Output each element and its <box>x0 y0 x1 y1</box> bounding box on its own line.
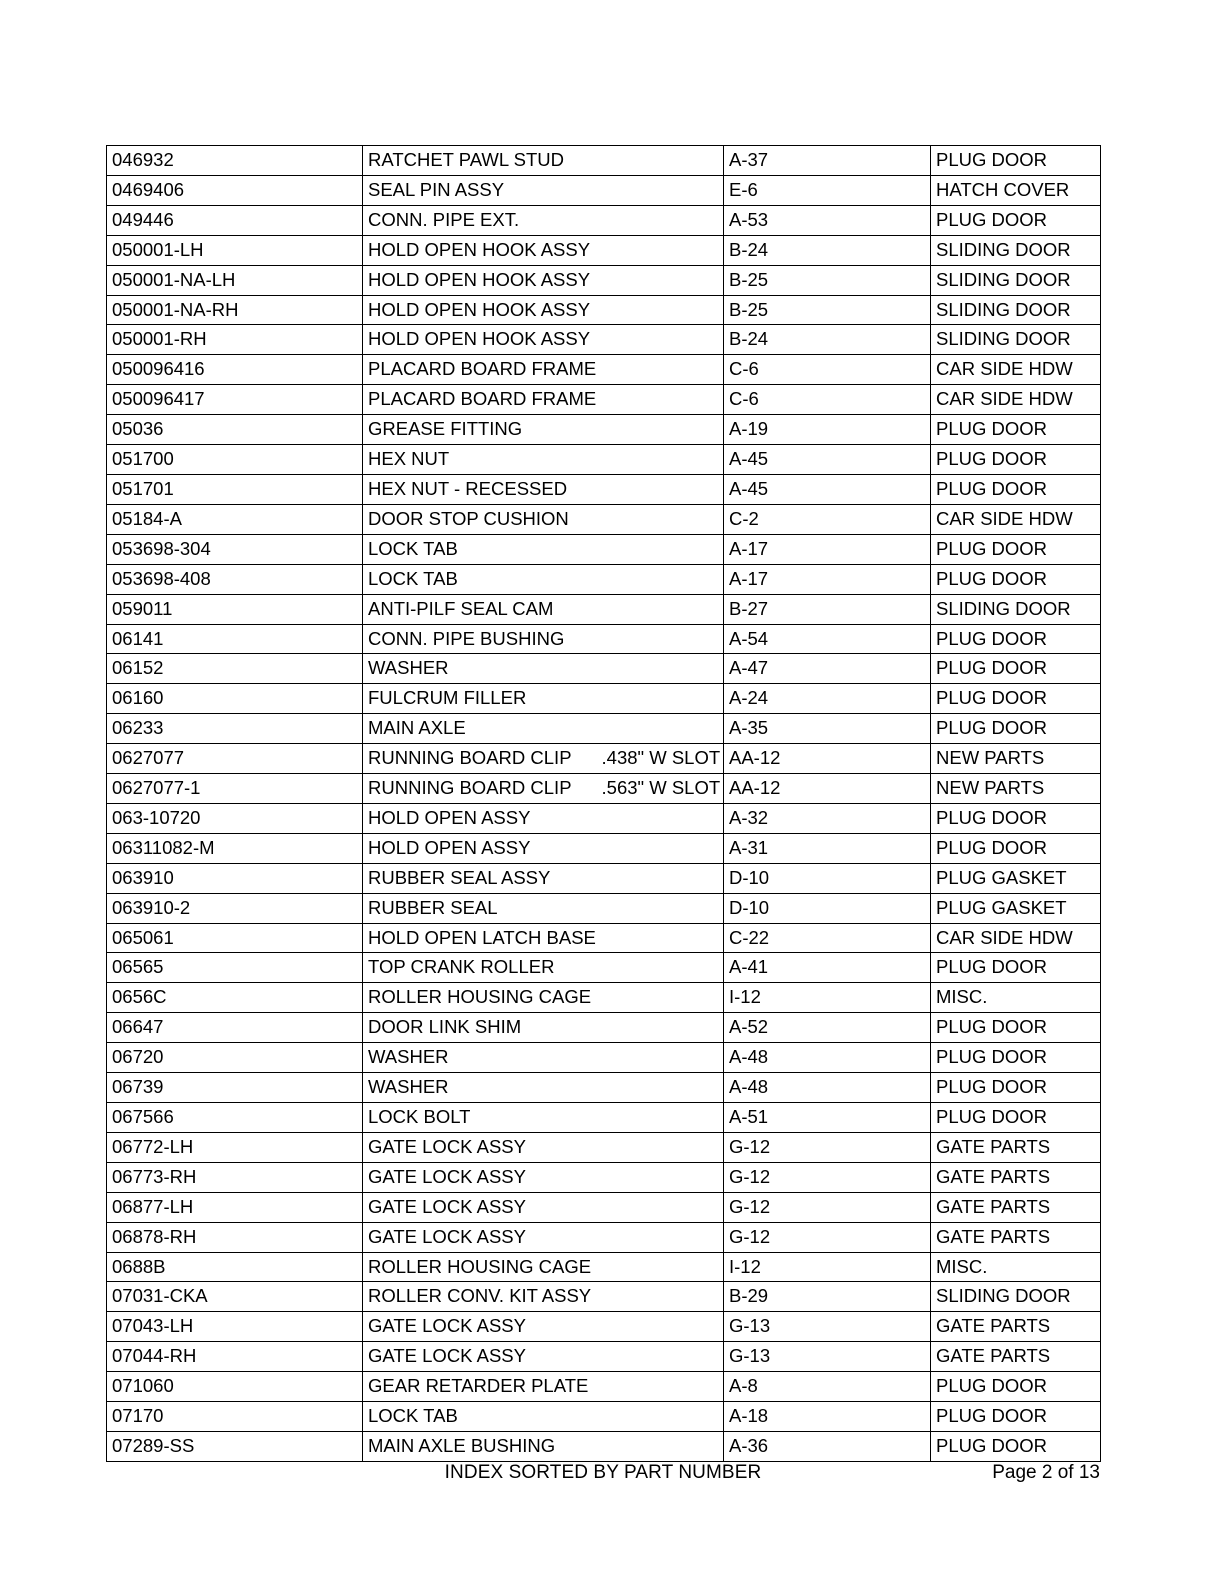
cell-location: A-52 <box>724 1013 931 1043</box>
cell-part-number: 053698-304 <box>107 534 363 564</box>
description-text: WASHER <box>368 1076 449 1098</box>
cell-description <box>363 1192 724 1222</box>
table-row <box>107 1073 1101 1103</box>
cell-description <box>363 1132 724 1162</box>
cell-location: A-35 <box>724 714 931 744</box>
cell-group: CAR SIDE HDW <box>931 355 1101 385</box>
cell-description <box>363 863 724 893</box>
cell-location: B-29 <box>724 1282 931 1312</box>
table-row <box>107 325 1101 355</box>
footer-title: INDEX SORTED BY PART NUMBER <box>444 1462 762 1483</box>
table-row <box>107 1162 1101 1192</box>
table-row <box>107 983 1101 1013</box>
cell-part-number: 063910 <box>107 863 363 893</box>
cell-description <box>363 1282 724 1312</box>
cell-location: E-6 <box>724 175 931 205</box>
cell-part-number: 050001-NA-LH <box>107 265 363 295</box>
cell-description <box>363 295 724 325</box>
table-row <box>107 863 1101 893</box>
cell-group: SLIDING DOOR <box>931 594 1101 624</box>
cell-part-number: 0627077-1 <box>107 774 363 804</box>
cell-part-number: 06772-LH <box>107 1132 363 1162</box>
cell-description <box>363 1162 724 1192</box>
cell-location: A-54 <box>724 624 931 654</box>
table-row <box>107 1282 1101 1312</box>
cell-description <box>363 893 724 923</box>
cell-part-number: 07289-SS <box>107 1431 363 1461</box>
cell-location: G-12 <box>724 1222 931 1252</box>
cell-location: G-13 <box>724 1342 931 1372</box>
cell-group: NEW PARTS <box>931 774 1101 804</box>
cell-group: PLUG GASKET <box>931 863 1101 893</box>
cell-group: PLUG DOOR <box>931 415 1101 445</box>
table-row <box>107 1372 1101 1402</box>
cell-location: I-12 <box>724 1252 931 1282</box>
description-text: HEX NUT - RECESSED <box>368 477 568 499</box>
cell-description <box>363 744 724 774</box>
cell-location: AA-12 <box>724 774 931 804</box>
cell-description <box>363 235 724 265</box>
cell-part-number: 051701 <box>107 474 363 504</box>
cell-group: PLUG DOOR <box>931 803 1101 833</box>
table-row <box>107 205 1101 235</box>
cell-part-number: 063-10720 <box>107 803 363 833</box>
cell-part-number: 050096417 <box>107 385 363 415</box>
cell-part-number: 050001-NA-RH <box>107 295 363 325</box>
table-row <box>107 1402 1101 1432</box>
cell-description <box>363 504 724 534</box>
cell-location: G-12 <box>724 1162 931 1192</box>
cell-part-number: 0627077 <box>107 744 363 774</box>
cell-location: A-48 <box>724 1043 931 1073</box>
cell-location: A-36 <box>724 1431 931 1461</box>
cell-description <box>363 1013 724 1043</box>
cell-location: A-53 <box>724 205 931 235</box>
table-row <box>107 1431 1101 1461</box>
cell-description <box>363 1103 724 1133</box>
cell-group: SLIDING DOOR <box>931 1282 1101 1312</box>
description-text: GATE LOCK ASSY <box>368 1165 526 1187</box>
table-row <box>107 1013 1101 1043</box>
page-footer <box>106 1458 1100 1488</box>
description-text: HOLD OPEN ASSY <box>368 836 531 858</box>
table-row <box>107 1342 1101 1372</box>
cell-description <box>363 774 724 804</box>
cell-location: B-25 <box>724 265 931 295</box>
cell-group: PLUG DOOR <box>931 205 1101 235</box>
cell-part-number: 06739 <box>107 1073 363 1103</box>
description-note: .438" W SLOT <box>601 747 721 769</box>
description-text: GATE LOCK ASSY <box>368 1345 526 1367</box>
cell-part-number: 059011 <box>107 594 363 624</box>
table-row <box>107 265 1101 295</box>
table-row <box>107 385 1101 415</box>
cell-part-number: 07044-RH <box>107 1342 363 1372</box>
footer-page-number: Page 2 of 13 <box>992 1462 1100 1483</box>
table-row <box>107 744 1101 774</box>
description-text: WASHER <box>368 1046 449 1068</box>
table-row <box>107 474 1101 504</box>
cell-location: A-51 <box>724 1103 931 1133</box>
cell-part-number: 063910-2 <box>107 893 363 923</box>
cell-group: CAR SIDE HDW <box>931 923 1101 953</box>
cell-description <box>363 205 724 235</box>
cell-location: B-24 <box>724 325 931 355</box>
cell-description <box>363 564 724 594</box>
cell-location: A-48 <box>724 1073 931 1103</box>
cell-part-number: 050001-LH <box>107 235 363 265</box>
description-text: GATE LOCK ASSY <box>368 1225 526 1247</box>
parts-index-table <box>106 145 1101 1462</box>
cell-group: PLUG DOOR <box>931 1431 1101 1461</box>
cell-group: HATCH COVER <box>931 175 1101 205</box>
cell-part-number: 05036 <box>107 415 363 445</box>
table-row <box>107 893 1101 923</box>
cell-part-number: 046932 <box>107 146 363 176</box>
description-text: PLACARD BOARD FRAME <box>368 388 597 410</box>
table-row <box>107 534 1101 564</box>
cell-location: D-10 <box>724 893 931 923</box>
cell-group: PLUG DOOR <box>931 564 1101 594</box>
cell-location: B-24 <box>724 235 931 265</box>
cell-part-number: 06773-RH <box>107 1162 363 1192</box>
table-row <box>107 445 1101 475</box>
description-text: GATE LOCK ASSY <box>368 1135 526 1157</box>
description-text: RUNNING BOARD CLIP <box>368 777 572 799</box>
cell-location: A-17 <box>724 534 931 564</box>
cell-description <box>363 385 724 415</box>
cell-group: PLUG DOOR <box>931 1402 1101 1432</box>
cell-part-number: 06878-RH <box>107 1222 363 1252</box>
cell-group: SLIDING DOOR <box>931 265 1101 295</box>
cell-group: PLUG DOOR <box>931 1073 1101 1103</box>
cell-part-number: 06152 <box>107 654 363 684</box>
description-text: DOOR LINK SHIM <box>368 1016 522 1038</box>
cell-description <box>363 1222 724 1252</box>
cell-description <box>363 445 724 475</box>
cell-group: CAR SIDE HDW <box>931 504 1101 534</box>
cell-location: B-25 <box>724 295 931 325</box>
description-text: MAIN AXLE BUSHING <box>368 1434 556 1456</box>
cell-group: GATE PARTS <box>931 1162 1101 1192</box>
cell-group: NEW PARTS <box>931 744 1101 774</box>
cell-location: A-17 <box>724 564 931 594</box>
cell-location: AA-12 <box>724 744 931 774</box>
description-note: .563" W SLOT <box>601 777 721 799</box>
description-text: ROLLER HOUSING CAGE <box>368 1255 592 1277</box>
cell-part-number: 06720 <box>107 1043 363 1073</box>
description-text: ANTI-PILF SEAL CAM <box>368 597 554 619</box>
cell-description <box>363 355 724 385</box>
description-text: HEX NUT <box>368 448 450 470</box>
cell-part-number: 07031-CKA <box>107 1282 363 1312</box>
description-text: RUBBER SEAL ASSY <box>368 866 551 888</box>
cell-group: PLUG DOOR <box>931 953 1101 983</box>
cell-group: PLUG DOOR <box>931 474 1101 504</box>
cell-part-number: 06233 <box>107 714 363 744</box>
cell-group: PLUG DOOR <box>931 1372 1101 1402</box>
description-text: GREASE FITTING <box>368 418 523 440</box>
cell-description <box>363 415 724 445</box>
description-text: LOCK TAB <box>368 1405 458 1427</box>
description-text: ROLLER CONV. KIT ASSY <box>368 1285 592 1307</box>
description-text: HOLD OPEN HOOK ASSY <box>368 328 591 350</box>
cell-group: GATE PARTS <box>931 1342 1101 1372</box>
cell-part-number: 06647 <box>107 1013 363 1043</box>
description-text: MAIN AXLE <box>368 717 466 739</box>
cell-location: A-19 <box>724 415 931 445</box>
parts-table-body <box>107 146 1101 1462</box>
cell-part-number: 0688B <box>107 1252 363 1282</box>
cell-description <box>363 1252 724 1282</box>
cell-location: A-24 <box>724 684 931 714</box>
cell-group: PLUG DOOR <box>931 624 1101 654</box>
cell-group: PLUG DOOR <box>931 1013 1101 1043</box>
table-row <box>107 564 1101 594</box>
table-row <box>107 415 1101 445</box>
table-row <box>107 1132 1101 1162</box>
cell-description <box>363 1402 724 1432</box>
description-text: GATE LOCK ASSY <box>368 1195 526 1217</box>
cell-location: A-18 <box>724 1402 931 1432</box>
cell-part-number: 06565 <box>107 953 363 983</box>
cell-group: PLUG DOOR <box>931 833 1101 863</box>
cell-part-number: 065061 <box>107 923 363 953</box>
table-row <box>107 295 1101 325</box>
description-text: HOLD OPEN HOOK ASSY <box>368 268 591 290</box>
description-text: HOLD OPEN LATCH BASE <box>368 926 596 948</box>
cell-part-number: 067566 <box>107 1103 363 1133</box>
cell-group: GATE PARTS <box>931 1312 1101 1342</box>
description-text: TOP CRANK ROLLER <box>368 956 555 978</box>
cell-description <box>363 474 724 504</box>
table-row <box>107 235 1101 265</box>
cell-part-number: 05184-A <box>107 504 363 534</box>
cell-description <box>363 803 724 833</box>
cell-location: C-6 <box>724 385 931 415</box>
cell-part-number: 051700 <box>107 445 363 475</box>
cell-location: C-6 <box>724 355 931 385</box>
cell-group: PLUG GASKET <box>931 893 1101 923</box>
cell-part-number: 06877-LH <box>107 1192 363 1222</box>
cell-group: GATE PARTS <box>931 1192 1101 1222</box>
cell-part-number: 06141 <box>107 624 363 654</box>
cell-description <box>363 146 724 176</box>
cell-description <box>363 1073 724 1103</box>
cell-description <box>363 594 724 624</box>
cell-group: PLUG DOOR <box>931 714 1101 744</box>
cell-part-number: 07170 <box>107 1402 363 1432</box>
cell-part-number: 049446 <box>107 205 363 235</box>
cell-description <box>363 1431 724 1461</box>
description-text: RUNNING BOARD CLIP <box>368 747 572 769</box>
cell-description <box>363 534 724 564</box>
cell-location: A-45 <box>724 474 931 504</box>
cell-location: G-12 <box>724 1132 931 1162</box>
cell-description <box>363 953 724 983</box>
cell-location: A-32 <box>724 803 931 833</box>
cell-description <box>363 983 724 1013</box>
cell-description <box>363 265 724 295</box>
description-text: PLACARD BOARD FRAME <box>368 358 597 380</box>
cell-description <box>363 1372 724 1402</box>
cell-location: A-41 <box>724 953 931 983</box>
cell-group: MISC. <box>931 1252 1101 1282</box>
cell-location: A-45 <box>724 445 931 475</box>
table-row <box>107 803 1101 833</box>
cell-group: PLUG DOOR <box>931 684 1101 714</box>
table-row <box>107 175 1101 205</box>
cell-description <box>363 1342 724 1372</box>
cell-group: PLUG DOOR <box>931 1103 1101 1133</box>
cell-part-number: 0656C <box>107 983 363 1013</box>
description-text: LOCK TAB <box>368 567 458 589</box>
cell-location: I-12 <box>724 983 931 1013</box>
cell-location: A-8 <box>724 1372 931 1402</box>
table-row <box>107 1252 1101 1282</box>
table-row <box>107 654 1101 684</box>
description-text: ROLLER HOUSING CAGE <box>368 986 592 1008</box>
description-text: LOCK TAB <box>368 537 458 559</box>
cell-description <box>363 714 724 744</box>
table-row <box>107 923 1101 953</box>
cell-group: SLIDING DOOR <box>931 235 1101 265</box>
description-text: DOOR STOP CUSHION <box>368 507 569 529</box>
cell-location: A-47 <box>724 654 931 684</box>
cell-part-number: 07043-LH <box>107 1312 363 1342</box>
cell-location: G-12 <box>724 1192 931 1222</box>
cell-part-number: 050096416 <box>107 355 363 385</box>
cell-group: PLUG DOOR <box>931 534 1101 564</box>
cell-part-number: 071060 <box>107 1372 363 1402</box>
table-row <box>107 624 1101 654</box>
cell-location: D-10 <box>724 863 931 893</box>
table-row <box>107 714 1101 744</box>
cell-description <box>363 684 724 714</box>
table-row <box>107 1103 1101 1133</box>
table-row <box>107 1312 1101 1342</box>
table-row <box>107 1043 1101 1073</box>
cell-group: SLIDING DOOR <box>931 295 1101 325</box>
description-text: GATE LOCK ASSY <box>368 1315 526 1337</box>
description-text: HOLD OPEN HOOK ASSY <box>368 238 591 260</box>
cell-part-number: 053698-408 <box>107 564 363 594</box>
cell-description <box>363 175 724 205</box>
cell-location: B-27 <box>724 594 931 624</box>
cell-group: GATE PARTS <box>931 1222 1101 1252</box>
description-text: SEAL PIN ASSY <box>368 178 505 200</box>
description-text: RATCHET PAWL STUD <box>368 149 564 170</box>
description-text: LOCK BOLT <box>368 1106 471 1127</box>
cell-group: PLUG DOOR <box>931 654 1101 684</box>
cell-group: PLUG DOOR <box>931 146 1101 176</box>
description-text: FULCRUM FILLER <box>368 687 527 709</box>
table-row <box>107 774 1101 804</box>
table-row <box>107 146 1101 176</box>
table-row <box>107 355 1101 385</box>
table-row <box>107 684 1101 714</box>
cell-location: A-37 <box>724 146 931 176</box>
description-text: WASHER <box>368 657 449 679</box>
cell-part-number: 050001-RH <box>107 325 363 355</box>
cell-description <box>363 923 724 953</box>
cell-description <box>363 654 724 684</box>
cell-group: MISC. <box>931 983 1101 1013</box>
description-text: CONN. PIPE EXT. <box>368 208 520 230</box>
table-row <box>107 594 1101 624</box>
cell-group: PLUG DOOR <box>931 445 1101 475</box>
table-row <box>107 1192 1101 1222</box>
cell-description <box>363 1043 724 1073</box>
cell-description <box>363 325 724 355</box>
table-row <box>107 953 1101 983</box>
cell-part-number: 06160 <box>107 684 363 714</box>
table-row <box>107 1222 1101 1252</box>
table-row <box>107 833 1101 863</box>
description-text: RUBBER SEAL <box>368 896 498 918</box>
description-text: HOLD OPEN HOOK ASSY <box>368 298 591 320</box>
cell-group: SLIDING DOOR <box>931 325 1101 355</box>
cell-part-number: 0469406 <box>107 175 363 205</box>
cell-location: C-22 <box>724 923 931 953</box>
cell-location: G-13 <box>724 1312 931 1342</box>
description-text: GEAR RETARDER PLATE <box>368 1375 589 1397</box>
cell-description <box>363 1312 724 1342</box>
cell-location: A-31 <box>724 833 931 863</box>
cell-part-number: 06311082-M <box>107 833 363 863</box>
description-text: HOLD OPEN ASSY <box>368 806 531 828</box>
cell-description <box>363 833 724 863</box>
cell-group: GATE PARTS <box>931 1132 1101 1162</box>
description-text: CONN. PIPE BUSHING <box>368 627 565 649</box>
cell-description <box>363 624 724 654</box>
cell-location: C-2 <box>724 504 931 534</box>
table-row <box>107 504 1101 534</box>
cell-group: PLUG DOOR <box>931 1043 1101 1073</box>
cell-group: CAR SIDE HDW <box>931 385 1101 415</box>
